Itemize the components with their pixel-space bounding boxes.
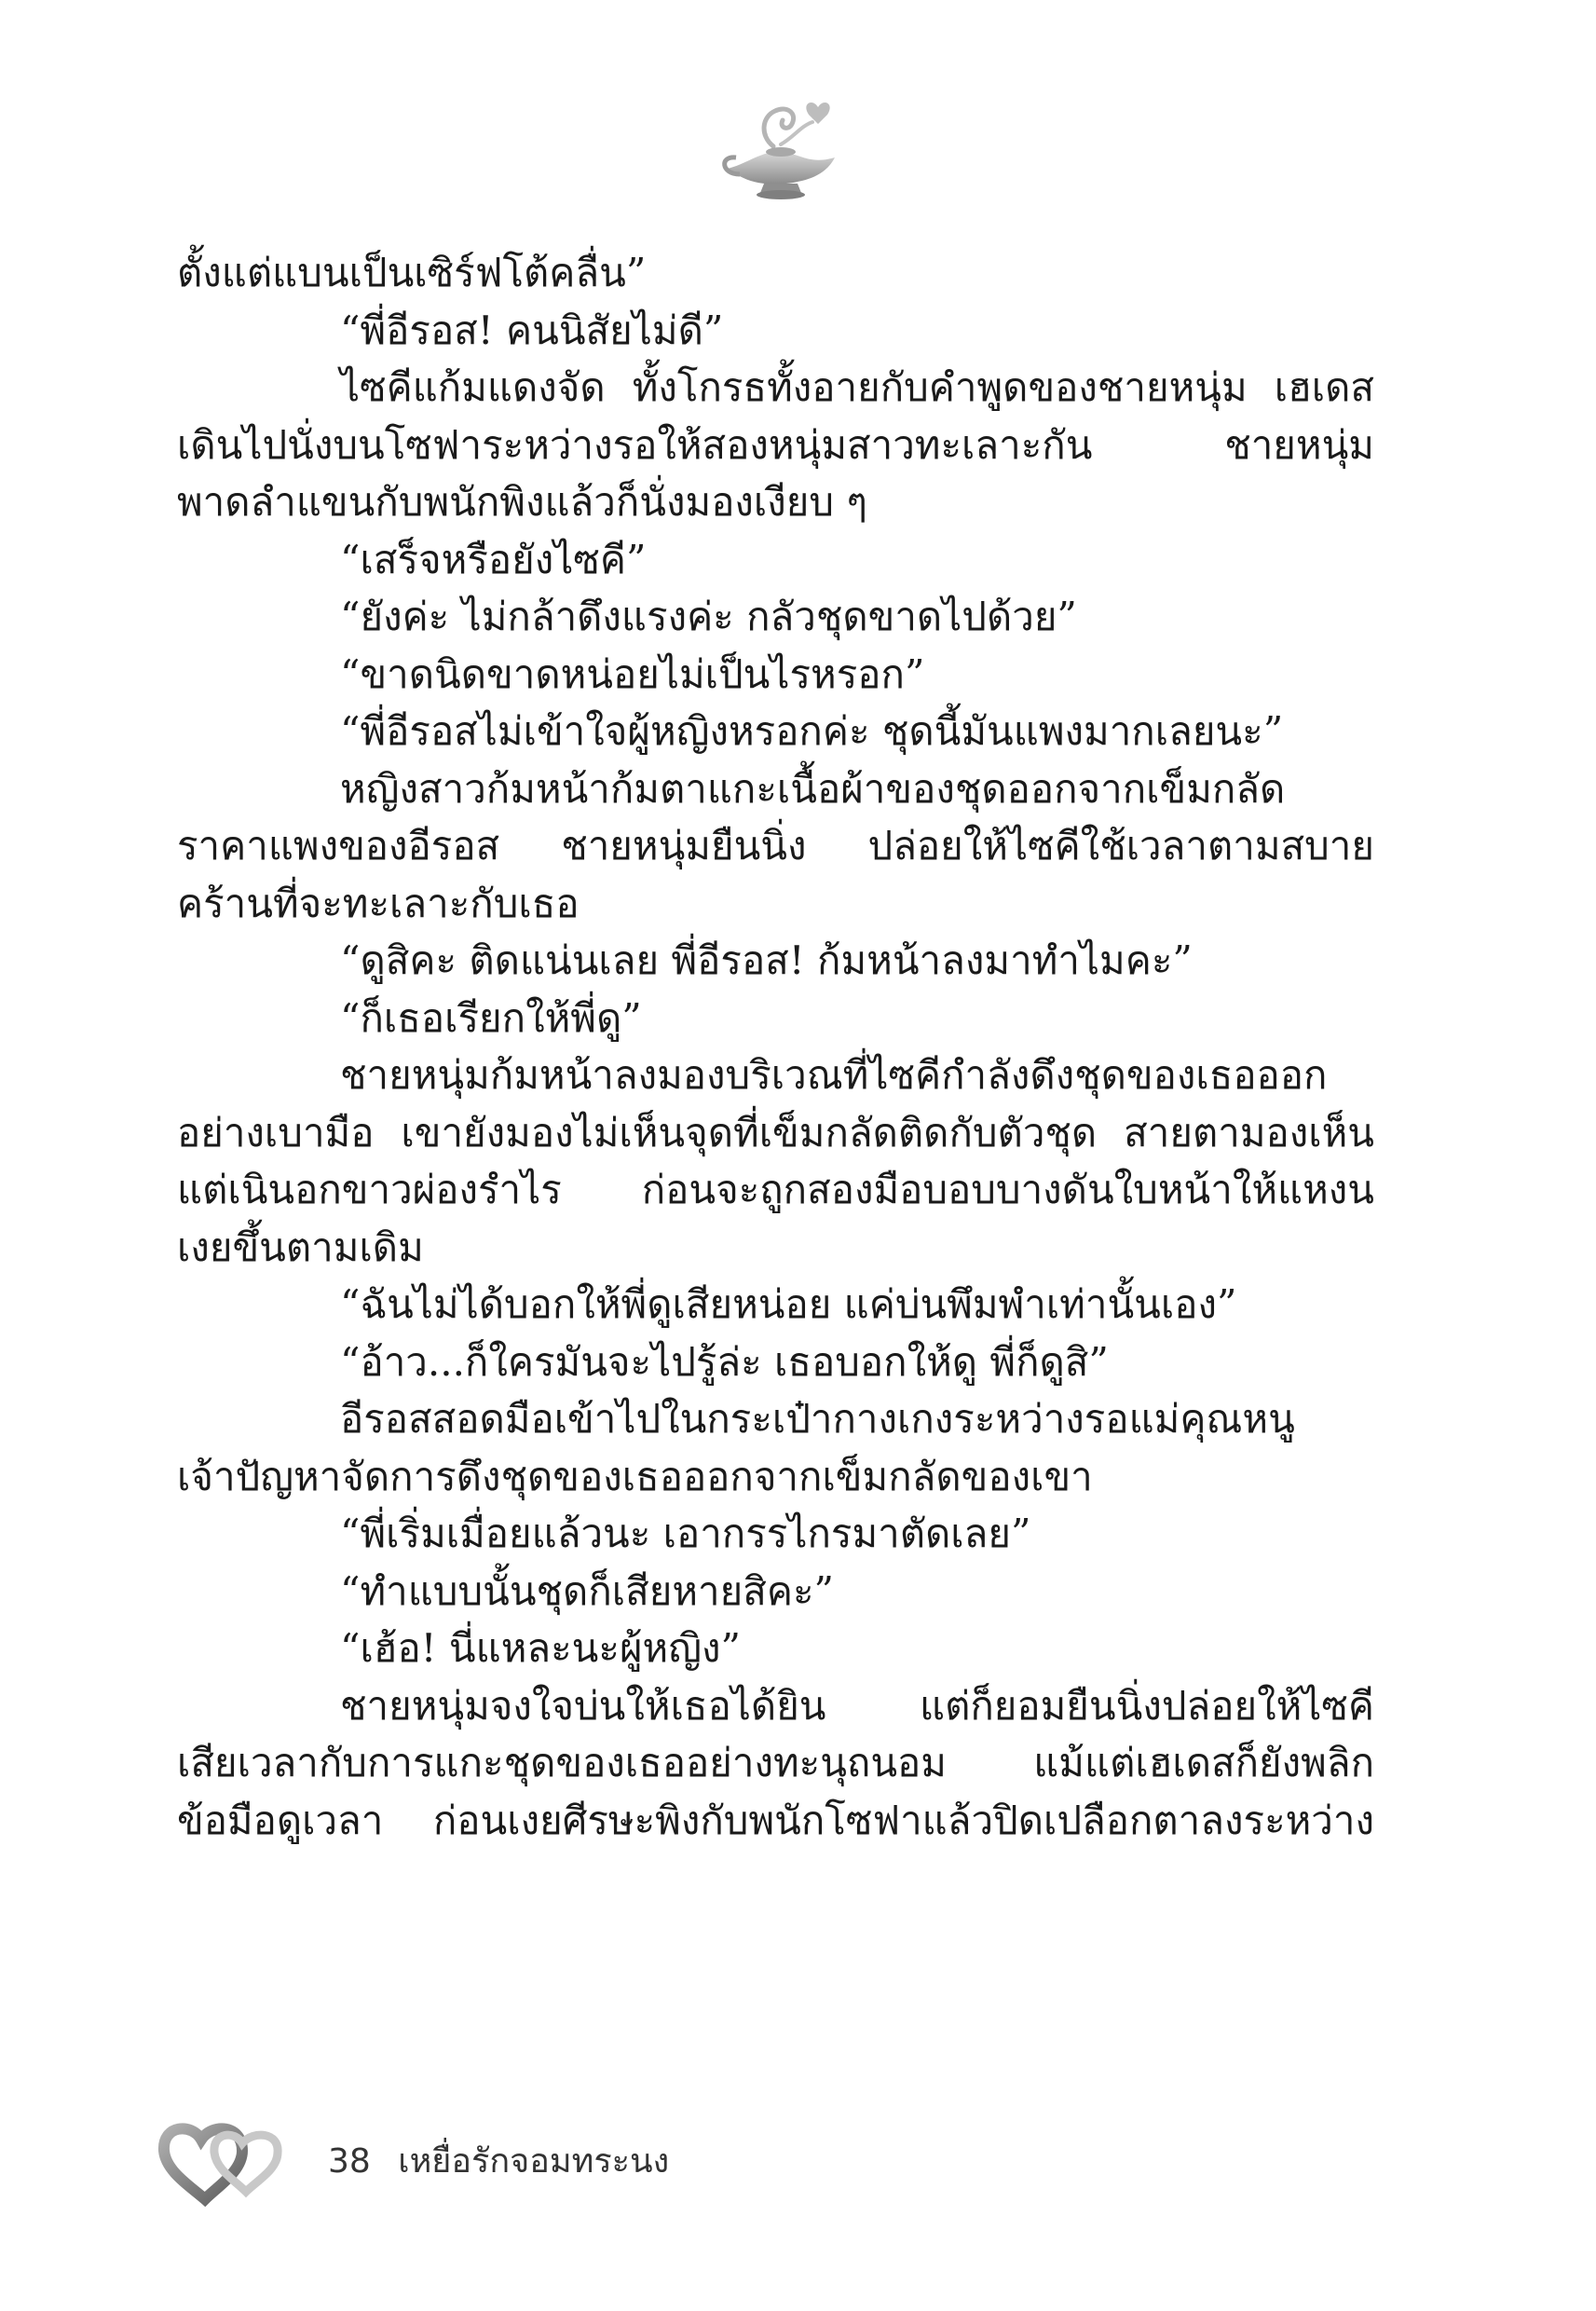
text-line: “อ้าว...ก็ใครมันจะไปรู้ล่ะ เธอบอกให้ดู พี่ก็ดูสิ”	[340, 1338, 1109, 1385]
double-heart-icon	[157, 2115, 287, 2208]
text-line: ตั้งแต่แบนเป็นเซิร์ฟโต้คลื่น”	[177, 250, 647, 295]
text-line: ข้อมือดูเวลา ก่อนเงยศีรษะพิงกับพนักโซฟาแล้วปิดเปลือกตาลงระหว่าง	[177, 1797, 1374, 1843]
page-body	[177, 244, 1374, 1849]
text-line: “ฉันไม่ได้บอกให้พี่ดูเสียหน่อย แค่บ่นพึมพำเท่านั้นเอง”	[340, 1281, 1237, 1327]
text-line: อย่างเบามือ เขายังมองไม่เห็นจุดที่เข็มกลัดติดกับตัวชุด สายตามองเห็น	[177, 1109, 1374, 1156]
text-line: เงยขึ้นตามเดิม	[177, 1224, 424, 1270]
text-line: ไซคีแก้มแดงจัด ทั้งโกรธทั้งอายกับคำพูดของชายหนุ่ม เฮเดส	[340, 364, 1374, 410]
text-line: เดินไปนั่งบนโซฟาระหว่างรอให้สองหนุ่มสาวทะเลาะกัน ชายหนุ่ม	[177, 421, 1374, 468]
text-line: “ก็เธอเรียกให้พี่ดู”	[340, 994, 642, 1041]
page-number: 38	[328, 2142, 371, 2181]
text-line: ชายหนุ่มจงใจบ่นให้เธอได้ยิน แต่ก็ยอมยืนนิ่งปล่อยให้ไซคี	[340, 1682, 1374, 1729]
text-line: อีรอสสอดมือเข้าไปในกระเป๋ากางเกงระหว่างรอแม่คุณหนู	[340, 1396, 1295, 1442]
text-line: “ดูสิคะ ติดแน่นเลย พี่อีรอส! ก้มหน้าลงมาทำไมคะ”	[340, 937, 1193, 983]
text-line: แต่เนินอกขาวผ่องรำไร ก่อนจะถูกสองมือบอบบางดันใบหน้าให้แหงน	[177, 1167, 1374, 1212]
text-line: คร้านที่จะทะเลาะกับเธอ	[177, 880, 580, 926]
text-line: พาดลำแขนกับพนักพิงแล้วก็นั่งมองเงียบ ๆ	[177, 479, 867, 525]
genie-lamp-icon	[708, 89, 848, 214]
text-line: “ขาดนิดขาดหน่อยไม่เป็นไรหรอก”	[340, 650, 925, 697]
text-line: “พี่เริ่มเมื่อยแล้วนะ เอากรรไกรมาตัดเลย”	[340, 1511, 1031, 1556]
text-line: หญิงสาวก้มหน้าก้มตาแกะเนื้อผ้าของชุดออกจากเข็มกลัด	[340, 765, 1286, 812]
text-line: ราคาแพงของอีรอส ชายหนุ่มยืนนิ่ง ปล่อยให้ไซคีใช้เวลาตามสบาย	[177, 823, 1374, 868]
text-line: “ยังค่ะ ไม่กล้าดึงแรงค่ะ กลัวชุดขาดไปด้วย”	[340, 594, 1077, 639]
text-line: เสียเวลากับการแกะชุดของเธออย่างทะนุถนอม แม้แต่เฮเดสก็ยังพลิก	[177, 1740, 1374, 1785]
text-line: ชายหนุ่มก้มหน้าลงมองบริเวณที่ไซคีกำลังดึงชุดของเธอออก	[340, 1052, 1328, 1098]
text-line: “เฮ้อ! นี่แหละนะผู้หญิง”	[340, 1625, 742, 1671]
book-title: เหยื่อรักจอมทระนง	[398, 2142, 670, 2181]
text-line: “พี่อีรอส! คนนิสัยไม่ดี”	[340, 307, 724, 353]
text-line: “เสร็จหรือยังไซคี”	[340, 536, 647, 582]
text-line: “พี่อีรอสไม่เข้าใจผู้หญิงหรอกค่ะ ชุดนี้มันแพงมากเลยนะ”	[340, 708, 1284, 754]
page-footer	[328, 2134, 669, 2187]
text-line: เจ้าปัญหาจัดการดึงชุดของเธอออกจากเข็มกลัดของเขา	[177, 1453, 1093, 1499]
text-line: “ทำแบบนั้นชุดก็เสียหายสิคะ”	[340, 1567, 835, 1614]
